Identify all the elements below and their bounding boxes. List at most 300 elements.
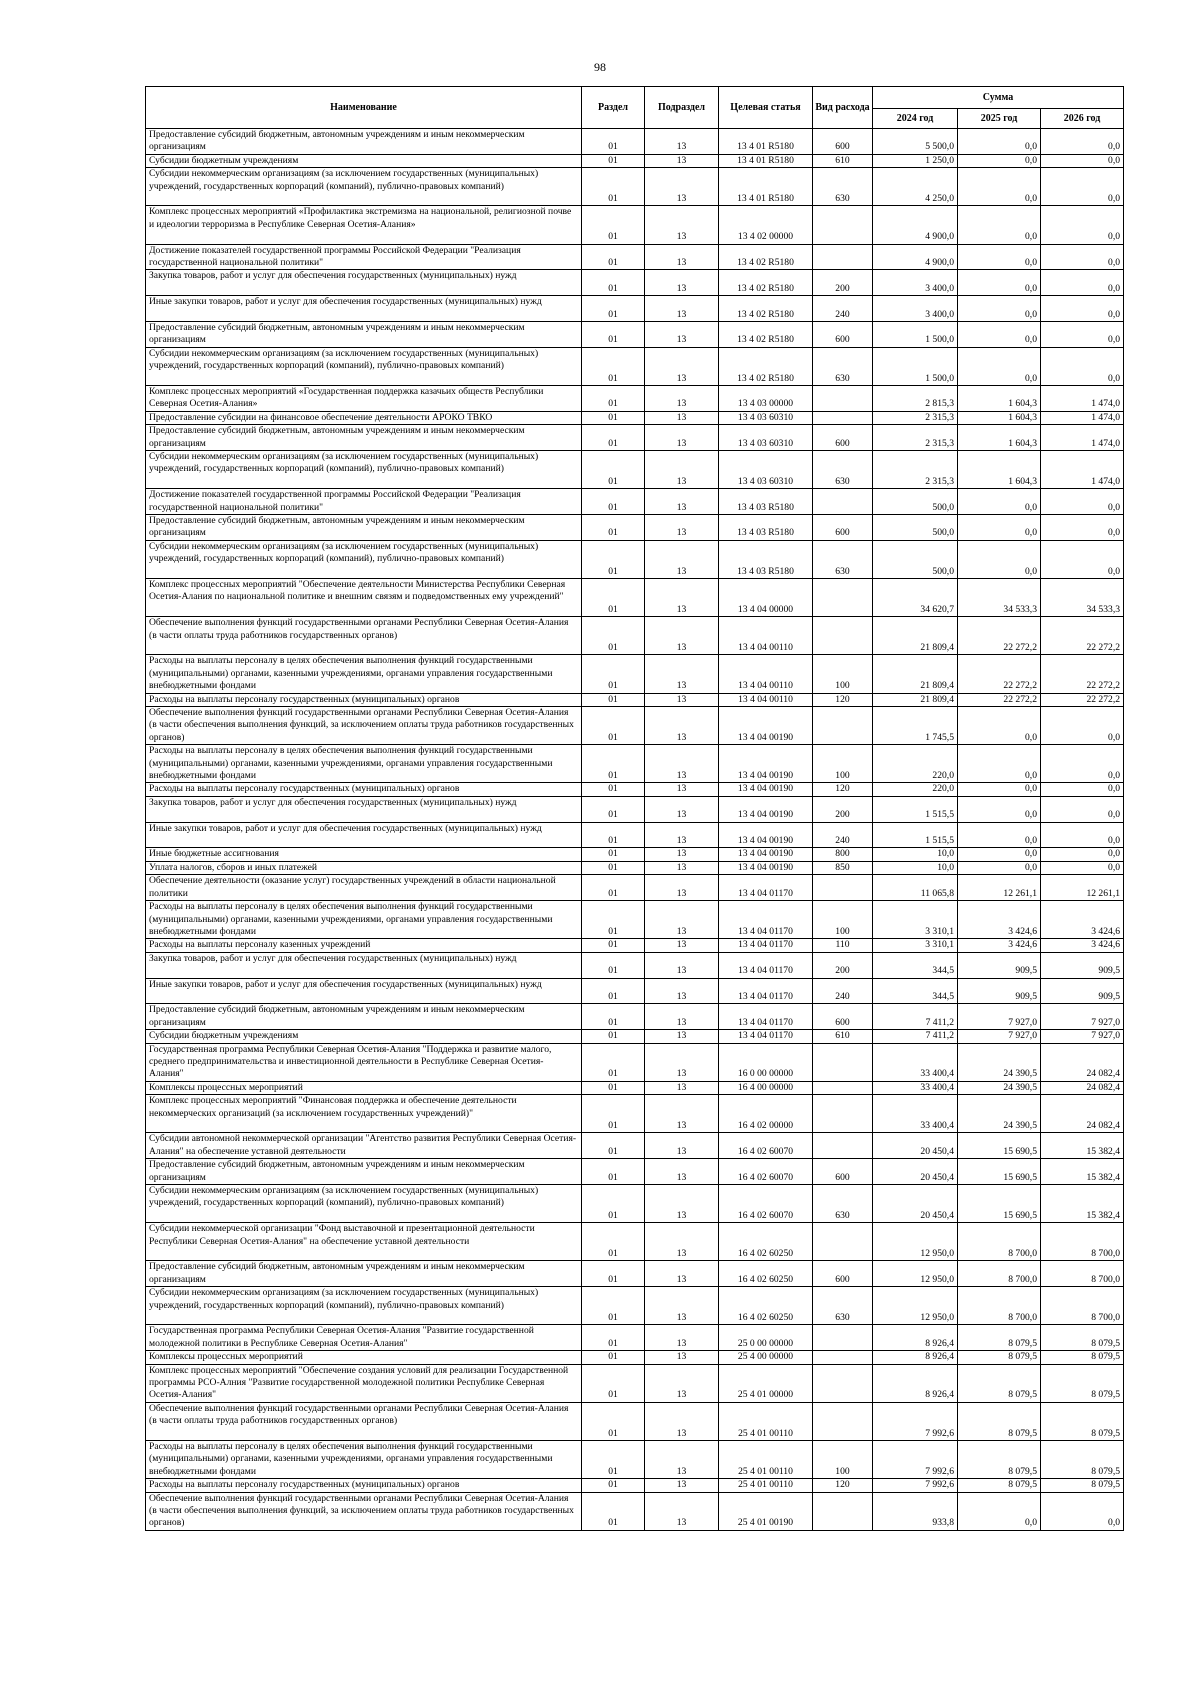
row-2024: 12 950,0 (873, 1261, 958, 1287)
row-kind: 630 (813, 347, 873, 385)
row-name: Субсидии некоммерческим организациям (за исключением государственных (муниципальных) учреждений, государственных корпораций (компаний), публично-правовых компаний) (146, 347, 582, 385)
row-section: 01 (582, 1081, 645, 1094)
row-2025: 22 272,2 (958, 617, 1041, 655)
row-kind (813, 411, 873, 424)
row-subsection: 13 (645, 386, 719, 412)
row-name: Субсидии некоммерческим организациям (за исключением государственных (муниципальных) учреждений, государственных корпораций (компаний), публично-правовых компаний) (146, 1184, 582, 1222)
header-2026: 2026 год (1041, 109, 1124, 129)
row-target: 13 4 03 00000 (719, 386, 813, 412)
row-2024: 500,0 (873, 540, 958, 578)
row-kind (813, 707, 873, 745)
table-row (146, 244, 1124, 270)
row-target: 13 4 03 R5180 (719, 489, 813, 515)
row-2025: 15 690,5 (958, 1184, 1041, 1222)
row-2024: 2 315,3 (873, 411, 958, 424)
row-2026: 0,0 (1041, 322, 1124, 348)
row-target: 13 4 04 01170 (719, 1030, 813, 1043)
row-target: 16 4 02 00000 (719, 1095, 813, 1133)
row-2024: 7 992,6 (873, 1479, 958, 1492)
row-2024: 33 400,4 (873, 1043, 958, 1081)
row-2024: 8 926,4 (873, 1351, 958, 1364)
row-2025: 8 700,0 (958, 1287, 1041, 1325)
row-2026: 0,0 (1041, 154, 1124, 167)
table-body (146, 129, 1124, 1531)
row-name: Иные закупки товаров, работ и услуг для обеспечения государственных (муниципальных) нужд (146, 978, 582, 1004)
row-subsection: 13 (645, 1159, 719, 1185)
table-row (146, 1364, 1124, 1402)
table-row (146, 1133, 1124, 1159)
row-2025: 0,0 (958, 540, 1041, 578)
row-subsection: 13 (645, 515, 719, 541)
row-2026: 22 272,2 (1041, 655, 1124, 693)
row-2025: 0,0 (958, 296, 1041, 322)
row-2024: 4 900,0 (873, 244, 958, 270)
row-target: 25 4 01 00110 (719, 1402, 813, 1440)
row-subsection: 13 (645, 347, 719, 385)
row-subsection: 13 (645, 1479, 719, 1492)
row-2025: 0,0 (958, 206, 1041, 244)
row-2026: 8 700,0 (1041, 1223, 1124, 1261)
row-section: 01 (582, 1030, 645, 1043)
row-2024: 3 400,0 (873, 270, 958, 296)
row-kind (813, 386, 873, 412)
row-2026: 7 927,0 (1041, 1030, 1124, 1043)
row-subsection: 13 (645, 270, 719, 296)
row-2026: 7 927,0 (1041, 1004, 1124, 1030)
row-2026: 0,0 (1041, 244, 1124, 270)
row-subsection: 13 (645, 796, 719, 822)
row-2026: 0,0 (1041, 129, 1124, 155)
row-2025: 15 690,5 (958, 1159, 1041, 1185)
row-section: 01 (582, 1492, 645, 1530)
row-target: 13 4 04 01170 (719, 952, 813, 978)
row-target: 13 4 04 00190 (719, 707, 813, 745)
row-2026: 34 533,3 (1041, 579, 1124, 617)
row-section: 01 (582, 783, 645, 796)
row-2024: 10,0 (873, 861, 958, 874)
row-2026: 8 079,5 (1041, 1440, 1124, 1478)
row-subsection: 13 (645, 244, 719, 270)
row-name: Закупка товаров, работ и услуг для обеспечения государственных (муниципальных) нужд (146, 952, 582, 978)
row-subsection: 13 (645, 707, 719, 745)
row-subsection: 13 (645, 206, 719, 244)
row-2026: 1 474,0 (1041, 386, 1124, 412)
row-name: Обеспечение выполнения функций государственными органами Республики Северная Осетия-Алания (в части обеспечения выполнения функций, за исключением оплаты труда работников государственных органов) (146, 707, 582, 745)
row-kind: 100 (813, 901, 873, 939)
row-kind: 120 (813, 693, 873, 706)
row-section: 01 (582, 322, 645, 348)
row-kind: 100 (813, 745, 873, 783)
row-kind: 600 (813, 322, 873, 348)
table-row (146, 129, 1124, 155)
row-name: Расходы на выплаты персоналу государственных (муниципальных) органов (146, 783, 582, 796)
row-2024: 8 926,4 (873, 1325, 958, 1351)
row-subsection: 13 (645, 425, 719, 451)
header-subsection: Подраздел (645, 87, 719, 129)
row-kind (813, 1325, 873, 1351)
row-section: 01 (582, 411, 645, 424)
row-name: Предоставление субсидии на финансовое обеспечение деятельности АРОКО ТВКО (146, 411, 582, 424)
table-row (146, 270, 1124, 296)
row-kind (813, 1223, 873, 1261)
row-2026: 3 424,6 (1041, 901, 1124, 939)
row-section: 01 (582, 540, 645, 578)
table-row (146, 655, 1124, 693)
row-section: 01 (582, 244, 645, 270)
row-2024: 2 815,3 (873, 386, 958, 412)
row-2025: 1 604,3 (958, 425, 1041, 451)
row-2024: 1 250,0 (873, 154, 958, 167)
table-row (146, 848, 1124, 861)
row-target: 13 4 01 R5180 (719, 168, 813, 206)
row-name: Комплекс процессных мероприятий "Обеспечение деятельности Министерства Республики Северная Осетия-Алания по национальной политике и внешним связям и подведомственных ему учреждений" (146, 579, 582, 617)
row-target: 13 4 01 R5180 (719, 154, 813, 167)
table-row (146, 1223, 1124, 1261)
row-2024: 20 450,4 (873, 1133, 958, 1159)
row-kind (813, 244, 873, 270)
row-2025: 7 927,0 (958, 1004, 1041, 1030)
row-name: Предоставление субсидий бюджетным, автономным учреждениям и иным некоммерческим организациям (146, 425, 582, 451)
row-name: Закупка товаров, работ и услуг для обеспечения государственных (муниципальных) нужд (146, 796, 582, 822)
row-kind (813, 579, 873, 617)
row-2025: 34 533,3 (958, 579, 1041, 617)
row-kind: 100 (813, 655, 873, 693)
row-target: 13 4 04 01170 (719, 875, 813, 901)
row-target: 25 4 01 00110 (719, 1440, 813, 1478)
row-2026: 15 382,4 (1041, 1133, 1124, 1159)
row-target: 13 4 04 00190 (719, 783, 813, 796)
row-subsection: 13 (645, 1223, 719, 1261)
row-kind (813, 1351, 873, 1364)
table-row (146, 875, 1124, 901)
row-2025: 909,5 (958, 978, 1041, 1004)
table-row (146, 861, 1124, 874)
row-subsection: 13 (645, 1492, 719, 1530)
row-kind (813, 1095, 873, 1133)
row-2026: 0,0 (1041, 783, 1124, 796)
row-name: Иные закупки товаров, работ и услуг для обеспечения государственных (муниципальных) нужд (146, 296, 582, 322)
row-2025: 0,0 (958, 129, 1041, 155)
row-kind: 630 (813, 1184, 873, 1222)
row-section: 01 (582, 579, 645, 617)
table-row (146, 796, 1124, 822)
row-section: 01 (582, 1184, 645, 1222)
row-kind: 600 (813, 1159, 873, 1185)
row-kind: 630 (813, 451, 873, 489)
row-target: 13 4 04 00190 (719, 796, 813, 822)
row-2026: 15 382,4 (1041, 1159, 1124, 1185)
row-name: Предоставление субсидий бюджетным, автономным учреждениям и иным некоммерческим организациям (146, 1159, 582, 1185)
row-subsection: 13 (645, 1095, 719, 1133)
row-2025: 22 272,2 (958, 693, 1041, 706)
row-2025: 1 604,3 (958, 451, 1041, 489)
row-2026: 1 474,0 (1041, 451, 1124, 489)
header-name: Наименование (146, 87, 582, 129)
row-name: Расходы на выплаты персоналу в целях обеспечения выполнения функций государственными (муниципальными) органами, казенными учреждениями, органами управления государственными внебюджетными фондами (146, 655, 582, 693)
row-target: 13 4 02 00000 (719, 206, 813, 244)
table-row (146, 489, 1124, 515)
row-2025: 24 390,5 (958, 1081, 1041, 1094)
row-2024: 3 310,1 (873, 939, 958, 952)
row-name: Субсидии некоммерческим организациям (за исключением государственных (муниципальных) учреждений, государственных корпораций (компаний), публично-правовых компаний) (146, 451, 582, 489)
row-target: 13 4 04 00190 (719, 822, 813, 848)
row-2024: 33 400,4 (873, 1095, 958, 1133)
row-name: Иные бюджетные ассигнования (146, 848, 582, 861)
row-name: Комплексы процессных мероприятий (146, 1351, 582, 1364)
row-2025: 909,5 (958, 952, 1041, 978)
row-2024: 7 411,2 (873, 1004, 958, 1030)
row-2024: 12 950,0 (873, 1287, 958, 1325)
header-2025: 2025 год (958, 109, 1041, 129)
row-kind (813, 206, 873, 244)
row-2026: 0,0 (1041, 347, 1124, 385)
row-kind: 850 (813, 861, 873, 874)
row-2024: 20 450,4 (873, 1184, 958, 1222)
row-2024: 2 315,3 (873, 425, 958, 451)
table-row (146, 952, 1124, 978)
row-section: 01 (582, 206, 645, 244)
row-section: 01 (582, 952, 645, 978)
row-target: 16 4 02 60070 (719, 1159, 813, 1185)
row-section: 01 (582, 129, 645, 155)
row-subsection: 13 (645, 952, 719, 978)
row-target: 13 4 04 00110 (719, 693, 813, 706)
row-section: 01 (582, 901, 645, 939)
table-row (146, 154, 1124, 167)
row-kind: 630 (813, 168, 873, 206)
row-section: 01 (582, 1261, 645, 1287)
row-2024: 34 620,7 (873, 579, 958, 617)
row-name: Расходы на выплаты персоналу в целях обеспечения выполнения функций государственными (муниципальными) органами, казенными учреждениями, органами управления государственными внебюджетными фондами (146, 901, 582, 939)
row-subsection: 13 (645, 1081, 719, 1094)
row-target: 13 4 03 R5180 (719, 515, 813, 541)
table-row (146, 1095, 1124, 1133)
row-2025: 1 604,3 (958, 386, 1041, 412)
row-subsection: 13 (645, 617, 719, 655)
row-target: 13 4 03 60310 (719, 451, 813, 489)
row-target: 13 4 03 60310 (719, 411, 813, 424)
row-target: 13 4 02 R5180 (719, 270, 813, 296)
row-2026: 0,0 (1041, 1492, 1124, 1530)
row-section: 01 (582, 1364, 645, 1402)
row-2025: 0,0 (958, 489, 1041, 515)
row-target: 25 4 01 00000 (719, 1364, 813, 1402)
row-2024: 1 515,5 (873, 796, 958, 822)
row-subsection: 13 (645, 1133, 719, 1159)
row-section: 01 (582, 425, 645, 451)
table-row (146, 411, 1124, 424)
row-2025: 0,0 (958, 244, 1041, 270)
row-2026: 3 424,6 (1041, 939, 1124, 952)
row-section: 01 (582, 617, 645, 655)
row-target: 16 4 00 00000 (719, 1081, 813, 1094)
header-section: Раздел (582, 87, 645, 129)
table-row (146, 168, 1124, 206)
row-kind: 610 (813, 1030, 873, 1043)
row-target: 13 4 04 00000 (719, 579, 813, 617)
row-2025: 8 079,5 (958, 1325, 1041, 1351)
header-2024: 2024 год (873, 109, 958, 129)
row-2025: 0,0 (958, 707, 1041, 745)
row-section: 01 (582, 1133, 645, 1159)
row-kind (813, 1133, 873, 1159)
row-kind (813, 1402, 873, 1440)
table-row (146, 322, 1124, 348)
row-2026: 8 079,5 (1041, 1479, 1124, 1492)
row-kind: 610 (813, 154, 873, 167)
table-row (146, 783, 1124, 796)
row-name: Иные закупки товаров, работ и услуг для обеспечения государственных (муниципальных) нужд (146, 822, 582, 848)
row-kind (813, 489, 873, 515)
row-target: 13 4 04 01170 (719, 978, 813, 1004)
row-subsection: 13 (645, 451, 719, 489)
row-2024: 21 809,4 (873, 655, 958, 693)
table-row (146, 901, 1124, 939)
row-name: Субсидии некоммерческим организациям (за исключением государственных (муниципальных) учреждений, государственных корпораций (компаний), публично-правовых компаний) (146, 1287, 582, 1325)
row-2024: 1 500,0 (873, 322, 958, 348)
row-section: 01 (582, 168, 645, 206)
row-target: 13 4 04 00110 (719, 617, 813, 655)
row-2024: 21 809,4 (873, 693, 958, 706)
row-2026: 0,0 (1041, 540, 1124, 578)
row-2025: 0,0 (958, 783, 1041, 796)
row-section: 01 (582, 1004, 645, 1030)
row-section: 01 (582, 693, 645, 706)
row-kind (813, 617, 873, 655)
row-2024: 2 315,3 (873, 451, 958, 489)
row-section: 01 (582, 796, 645, 822)
row-kind: 600 (813, 425, 873, 451)
row-2026: 0,0 (1041, 489, 1124, 515)
row-section: 01 (582, 489, 645, 515)
row-2024: 500,0 (873, 489, 958, 515)
row-2025: 15 690,5 (958, 1133, 1041, 1159)
table-row (146, 1351, 1124, 1364)
row-target: 13 4 04 00190 (719, 745, 813, 783)
row-2025: 0,0 (958, 861, 1041, 874)
table-row (146, 1184, 1124, 1222)
row-2025: 0,0 (958, 168, 1041, 206)
row-subsection: 13 (645, 579, 719, 617)
row-name: Предоставление субсидий бюджетным, автономным учреждениям и иным некоммерческим организациям (146, 1261, 582, 1287)
row-section: 01 (582, 1159, 645, 1185)
row-kind: 630 (813, 540, 873, 578)
table-row (146, 1440, 1124, 1478)
row-subsection: 13 (645, 1004, 719, 1030)
row-kind (813, 1043, 873, 1081)
row-2026: 1 474,0 (1041, 425, 1124, 451)
row-kind: 120 (813, 783, 873, 796)
row-2026: 8 700,0 (1041, 1261, 1124, 1287)
row-section: 01 (582, 1479, 645, 1492)
row-kind: 240 (813, 822, 873, 848)
row-2025: 7 927,0 (958, 1030, 1041, 1043)
row-section: 01 (582, 1440, 645, 1478)
row-name: Комплекс процессных мероприятий "Финансовая поддержка и обеспечение деятельности некоммерческих организаций (за исключением государственных учреждений)" (146, 1095, 582, 1133)
row-2024: 21 809,4 (873, 617, 958, 655)
table-row (146, 579, 1124, 617)
row-subsection: 13 (645, 154, 719, 167)
table-row (146, 1081, 1124, 1094)
row-target: 13 4 02 R5180 (719, 296, 813, 322)
row-2024: 220,0 (873, 783, 958, 796)
row-name: Государственная программа Республики Северная Осетия-Алания "Развитие государственной молодежной политики в Республике Северная Осетия-Алания" (146, 1325, 582, 1351)
row-2026: 24 082,4 (1041, 1095, 1124, 1133)
row-subsection: 13 (645, 1043, 719, 1081)
row-2026: 0,0 (1041, 707, 1124, 745)
row-subsection: 13 (645, 1364, 719, 1402)
row-2025: 8 079,5 (958, 1479, 1041, 1492)
row-subsection: 13 (645, 861, 719, 874)
table-row (146, 515, 1124, 541)
row-2025: 8 079,5 (958, 1402, 1041, 1440)
row-kind: 200 (813, 796, 873, 822)
row-kind: 240 (813, 978, 873, 1004)
row-target: 13 4 04 01170 (719, 901, 813, 939)
row-subsection: 13 (645, 939, 719, 952)
row-2025: 0,0 (958, 848, 1041, 861)
row-name: Расходы на выплаты персоналу в целях обеспечения выполнения функций государственными (муниципальными) органами, казенными учреждениями, органами управления государственными внебюджетными фондами (146, 1440, 582, 1478)
table-row (146, 1261, 1124, 1287)
row-name: Комплекс процессных мероприятий «Государственная поддержка казачьих обществ Республики Северная Осетия-Алания» (146, 386, 582, 412)
row-2025: 8 700,0 (958, 1223, 1041, 1261)
row-subsection: 13 (645, 822, 719, 848)
row-2026: 8 079,5 (1041, 1325, 1124, 1351)
table-row (146, 386, 1124, 412)
row-kind (813, 1081, 873, 1094)
row-kind: 630 (813, 1287, 873, 1325)
row-2024: 344,5 (873, 952, 958, 978)
row-target: 16 4 02 60250 (719, 1287, 813, 1325)
row-2024: 33 400,4 (873, 1081, 958, 1094)
row-name: Достижение показателей государственной программы Российской Федерации "Реализация государственной национальной политики" (146, 489, 582, 515)
row-name: Расходы на выплаты персоналу казенных учреждений (146, 939, 582, 952)
row-2024: 20 450,4 (873, 1159, 958, 1185)
row-name: Комплекс процессных мероприятий «Профилактика экстремизма на национальной, религиозной почве и идеологии терроризма в Республике Северная Осетия-Алания» (146, 206, 582, 244)
row-2026: 1 474,0 (1041, 411, 1124, 424)
row-kind (813, 1492, 873, 1530)
row-section: 01 (582, 1095, 645, 1133)
row-subsection: 13 (645, 745, 719, 783)
table-row (146, 745, 1124, 783)
row-kind: 800 (813, 848, 873, 861)
row-section: 01 (582, 745, 645, 783)
row-target: 13 4 02 R5180 (719, 244, 813, 270)
row-2024: 12 950,0 (873, 1223, 958, 1261)
row-section: 01 (582, 978, 645, 1004)
row-subsection: 13 (645, 1402, 719, 1440)
row-kind: 600 (813, 129, 873, 155)
row-name: Субсидии бюджетным учреждениям (146, 154, 582, 167)
table-row (146, 1287, 1124, 1325)
row-section: 01 (582, 848, 645, 861)
row-section: 01 (582, 822, 645, 848)
row-section: 01 (582, 1351, 645, 1364)
row-kind: 200 (813, 270, 873, 296)
row-section: 01 (582, 707, 645, 745)
row-target: 16 4 02 60250 (719, 1261, 813, 1287)
table-row (146, 1004, 1124, 1030)
row-subsection: 13 (645, 848, 719, 861)
row-2025: 0,0 (958, 322, 1041, 348)
row-2024: 1 515,5 (873, 822, 958, 848)
row-kind: 600 (813, 515, 873, 541)
row-2024: 3 400,0 (873, 296, 958, 322)
row-subsection: 13 (645, 1287, 719, 1325)
table-row (146, 978, 1124, 1004)
row-target: 13 4 02 R5180 (719, 347, 813, 385)
row-kind: 100 (813, 1440, 873, 1478)
